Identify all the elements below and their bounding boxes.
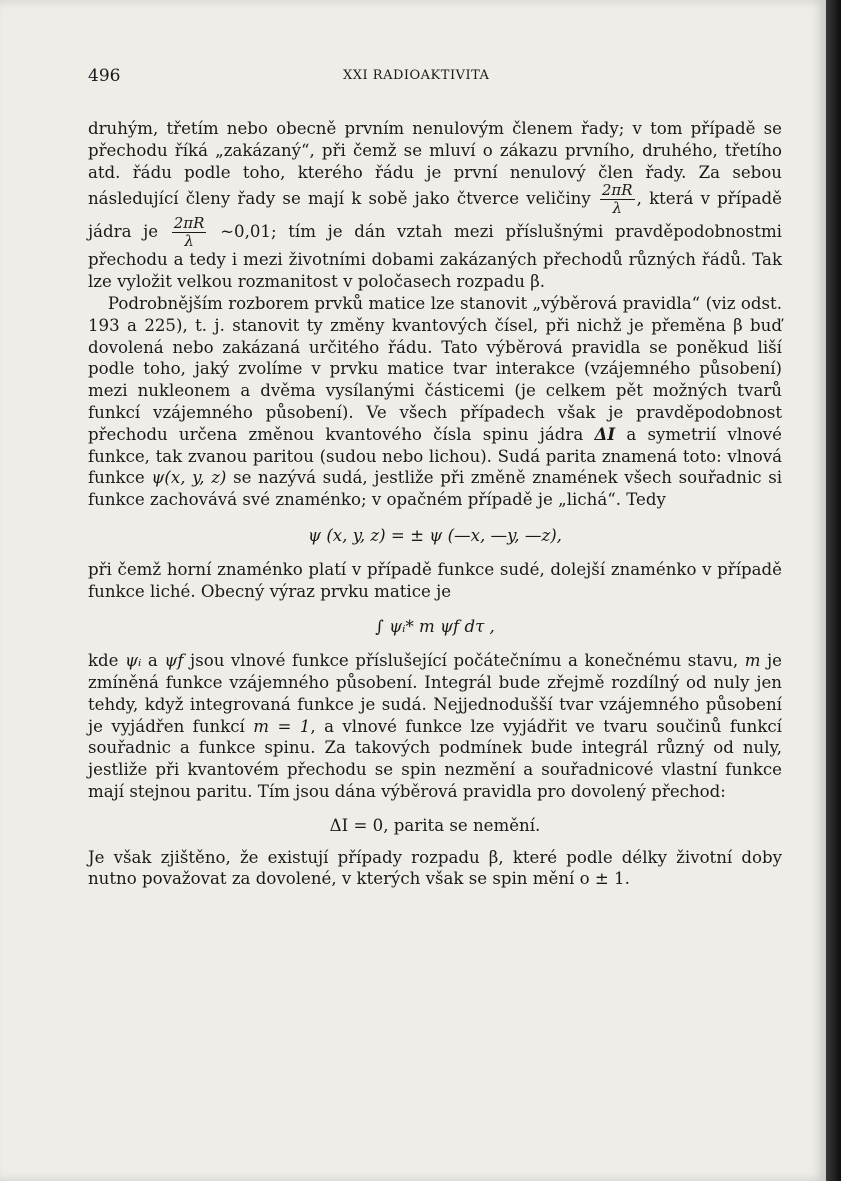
- paragraph-3: [88, 559, 782, 603]
- paragraph-5: [88, 847, 782, 891]
- equation-matrix-element: ∫ ψᵢ* m ψf dτ ,: [375, 617, 495, 637]
- paragraph-text: jsou vlnové funkce příslušející počátečnímu a konečnému stavu,: [190, 651, 739, 671]
- psi-i-symbol: ψᵢ: [125, 651, 142, 671]
- fraction-2piR-over-lambda: $\frac{2\pi R}{\lambda}$: [173, 214, 205, 251]
- paragraph-text: při čemž horní znaménko platí v případě funkce sudé, dolejší znaménko v případě funkce liché. Obecný výraz prvku matice je: [88, 559, 782, 601]
- delta-i-symbol: ΔI: [594, 423, 616, 444]
- paragraph-text: Je však zjištěno, že existují případy rozpadu β, které podle délky životní doby nutno považovat za dovolené, v kterých však se spin mění o ± 1.: [88, 847, 782, 889]
- page-header: [88, 66, 783, 88]
- psi-f-symbol: ψf: [164, 651, 184, 671]
- m-equals-one: m = 1: [253, 716, 311, 736]
- paragraph-text: a symetrií vlnové funkce, tak zvanou paritou (sudou nebo lichou). Sudá parita znamená toto: vlnová funkce: [88, 424, 782, 488]
- paragraph-2: [88, 293, 782, 511]
- paragraph-text: která v případě jádra je: [88, 189, 782, 242]
- page-number: 496: [88, 66, 121, 86]
- equation-parity: ψ (x, y, z) = ± ψ (—x, —y, —z),: [308, 525, 562, 545]
- paragraph-text: , a vlnové funkce lze vyjádřit ve tvaru součinů funkcí souřadnic a funkce spinu. Za takových podmínek bude integrál různý od nuly, jestliže při kvantovém přechodu se spin nezmění a souřadnicové vlastní funkce mají stejnou paritu. Tím jsou dána výběrová pravidla pro dovolený přechod:: [88, 716, 782, 801]
- book-gutter-shadow: [826, 0, 841, 1181]
- paragraph-1: druhým, třetím nebo obecně prvním nenulovým členem řady; v tom případě se přechodu říká „zakázaný“, při čemž se mluví o zákazu prvního, druhého, třetího atd. řádu podle toho, kterého řádu je první nenulový člen řady. Za sebou následující členy řady se mají k sobě jako čtverce veličiny $\frac{2\pi R}{\lambda}$ , která v případě jádra je $\frac{2\pi R}{\lambda}$ ~0,01; tím je dán vztah mezi příslušnými pravděpodobnostmi přechodu a tedy i mezi životními dobami zakázaných přechodů různých řádů. Tak lze vyložit velkou rozmanitost v poločasech rozpadu β.: [88, 119, 782, 292]
- running-title: XXI RADIOAKTIVITA: [343, 68, 490, 83]
- paragraph-text: ~0,01; tím je dán vztah mezi příslušnými pravděpodobnostmi přechodu a tedy i mezi životními dobami zakázaných přechodů různých řádů. Tak lze vyložit velkou rozmanitost v poločasech rozpadu β.: [88, 222, 782, 292]
- wave-function-symbol: ψ(x, y, z): [151, 468, 227, 488]
- fraction-2piR-over-lambda: $\frac{2\pi R}{\lambda}$: [601, 181, 633, 218]
- paragraph-text: Podrobnějším rozborem prvků matice lze stanovit „výběrová pravidla“ (viz odst. 193 a 225), t. j. stanovit ty změny kvantových čísel, při nichž je přeměna β buď dovolená nebo zakázaná určitého řádu. Tato výběrová pravidla se poněkud liší podle toho, jaký zvolíme v prvku matice tvar interakce (vzájemného působení) mezi nukleonem a dvěma vysílanými částicemi (je celkem pět možných tvarů funkcí vzájemného působení). Ve všech případech však je pravděpodobnost přechodu určena změnou kvantového čísla spinu jádra: [88, 293, 782, 444]
- equation-selection-rule: ΔI = 0, parita se nemění.: [329, 815, 541, 835]
- paragraph-4: kde ψᵢ a ψf jsou vlnové funkce příslušející počátečnímu a konečnému stavu, m je zmíněná funkce vzájemného působení. Integrál bude zřejmě rozdílný od nuly jen tehdy, když integrovaná funkce je sudá. Nejjednodušší tvar vzájemného působení je vyjádřen funkcí m = 1, a vlnové funkce lze vyjádřit ve tvaru součinů funkcí souřadnic a funkce spinu. Za takových podmínek bude integrál různý od nuly, jestliže při kvantovém přechodu se spin nezmění a souřadnicové vlastní funkce mají stejnou paritu. Tím jsou dána výběrová pravidla pro dovolený přechod:: [88, 651, 782, 801]
- paragraph-text: je zmíněná funkce vzájemného působení. Integrál bude zřejmě rozdílný od nuly jen tehdy, když integrovaná funkce je sudá. Nejjednodušší tvar vzájemného působení je vyjádřen funkcí: [88, 651, 782, 736]
- body-text: [88, 118, 782, 890]
- paragraph-text: druhým, třetím nebo obecně prvním nenulovým členem řady; v tom případě se přechodu říká „zakázaný“, při čemž se mluví o zákazu prvního, druhého, třetího atd. řádu podle toho, kterého řádu je první nenulový člen řady. Za sebou následující členy řady se mají k sobě jako čtverce veličiny: [88, 119, 782, 209]
- paragraph-text: se nazývá sudá, jestliže při změně znamének všech souřadnic si funkce zachovává své znaménko; v opačném případě je „lichá“. Tedy: [88, 468, 783, 510]
- m-symbol: m: [744, 651, 761, 671]
